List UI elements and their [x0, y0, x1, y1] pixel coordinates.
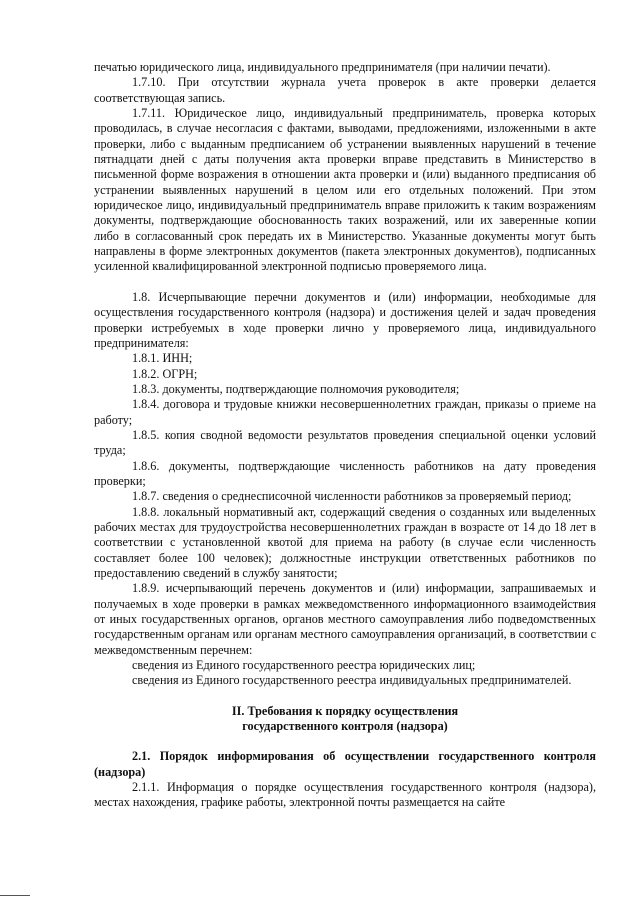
list-item: 1.8.6. документы, подтверждающие численность работников на дату проведения проверки;: [94, 458, 596, 488]
list-item: 1.8.9. исчерпывающий перечень документов и (или) информации, запрашиваемых и получаемых в ходе проверки в рамках межведомственного информационного взаимодействия от иных государственных органов, органов местного самоуправления либо подведомственных государственным органам или органам местного самоуправления организаций, в соответствии с межведомственным перечнем:: [94, 581, 596, 657]
list-item: сведения из Единого государственного реестра юридических лиц;: [132, 658, 476, 673]
list-item: сведения из Единого государственного реестра индивидуальных предпринимателей.: [132, 673, 572, 688]
footer-divider: [0, 895, 30, 896]
list-item: 1.8.8. локальный нормативный акт, содержащий сведения о созданных или выделенных рабочих местах для трудоустройства несовершеннолетних граждан в возрасте от 14 до 18 лет в соответствии с установленной квотой для приема на работу (в случае если численность составляет более 100 человек); должностные инструкции ответственных работников по предоставлению сведений в службу занятости;: [94, 504, 596, 580]
subsection-heading: 2.1. Порядок информирования об осуществлении государственного контроля (надзора): [94, 749, 596, 779]
list-item: 1.8.7. сведения о среднесписочной численности работников за проверяемый период;: [132, 489, 572, 504]
list-item: 1.8.3. документы, подтверждающие полномочия руководителя;: [132, 381, 460, 396]
section-heading-line-1: II. Требования к порядку осуществления: [231, 703, 459, 718]
paragraph: 1.8. Исчерпывающие перечни документов и (или) информации, необходимые для осуществления государственного контроля (надзора) и достижения целей и задач проведения проверки истребуемых в ходе проверки лично у проверяемого лица, индивидуального предпринимателя:: [94, 289, 596, 350]
paragraph: 2.1.1. Информация о порядке осуществления государственного контроля (надзора), местах нахождения, графике работы, электронной почты размещается на сайте: [94, 780, 596, 810]
list-item: 1.8.1. ИНН;: [132, 351, 193, 366]
list-item: 1.8.5. копия сводной ведомости результатов проведения специальной оценки условий труда;: [94, 427, 596, 458]
section-heading-line-2: государственного контроля (надзора): [242, 719, 448, 734]
document-page: [94, 60, 596, 811]
paragraph: 1.7.11. Юридическое лицо, индивидуальный предприниматель, проверка которых проводилась, в случае несогласия с фактами, выводами, предложениями, изложенными в акте проверки, либо с выданным предписанием об устранении выявленных нарушений в течение пятнадцати дней с даты получения акта проверки вправе представить в Министерство в письменной форме возражения в отношении акта проверки и (или) выданного предписания об устранении выявленных нарушений в целом или его отдельных положений. При этом юридическое лицо, индивидуальный предприниматель вправе приложить к таким возражениям документы, подтверждающие обоснованность таких возражений, или их заверенные копии либо в согласованный срок передать их в Министерство. Указанные документы могут быть направлены в форме электронных документов (пакета электронных документов), подписанных усиленной квалифицированной электронной подписью проверяемого лица.: [94, 106, 596, 274]
paragraph: печатью юридического лица, индивидуального предпринимателя (при наличии печати).: [94, 60, 551, 74]
paragraph: 1.7.10. При отсутствии журнала учета проверок в акте проверки делается соответствующая запись.: [94, 75, 596, 105]
list-item: 1.8.2. ОГРН;: [132, 366, 198, 381]
list-item: 1.8.4. договора и трудовые книжки несовершеннолетних граждан, приказы о приеме на работу;: [94, 397, 596, 427]
